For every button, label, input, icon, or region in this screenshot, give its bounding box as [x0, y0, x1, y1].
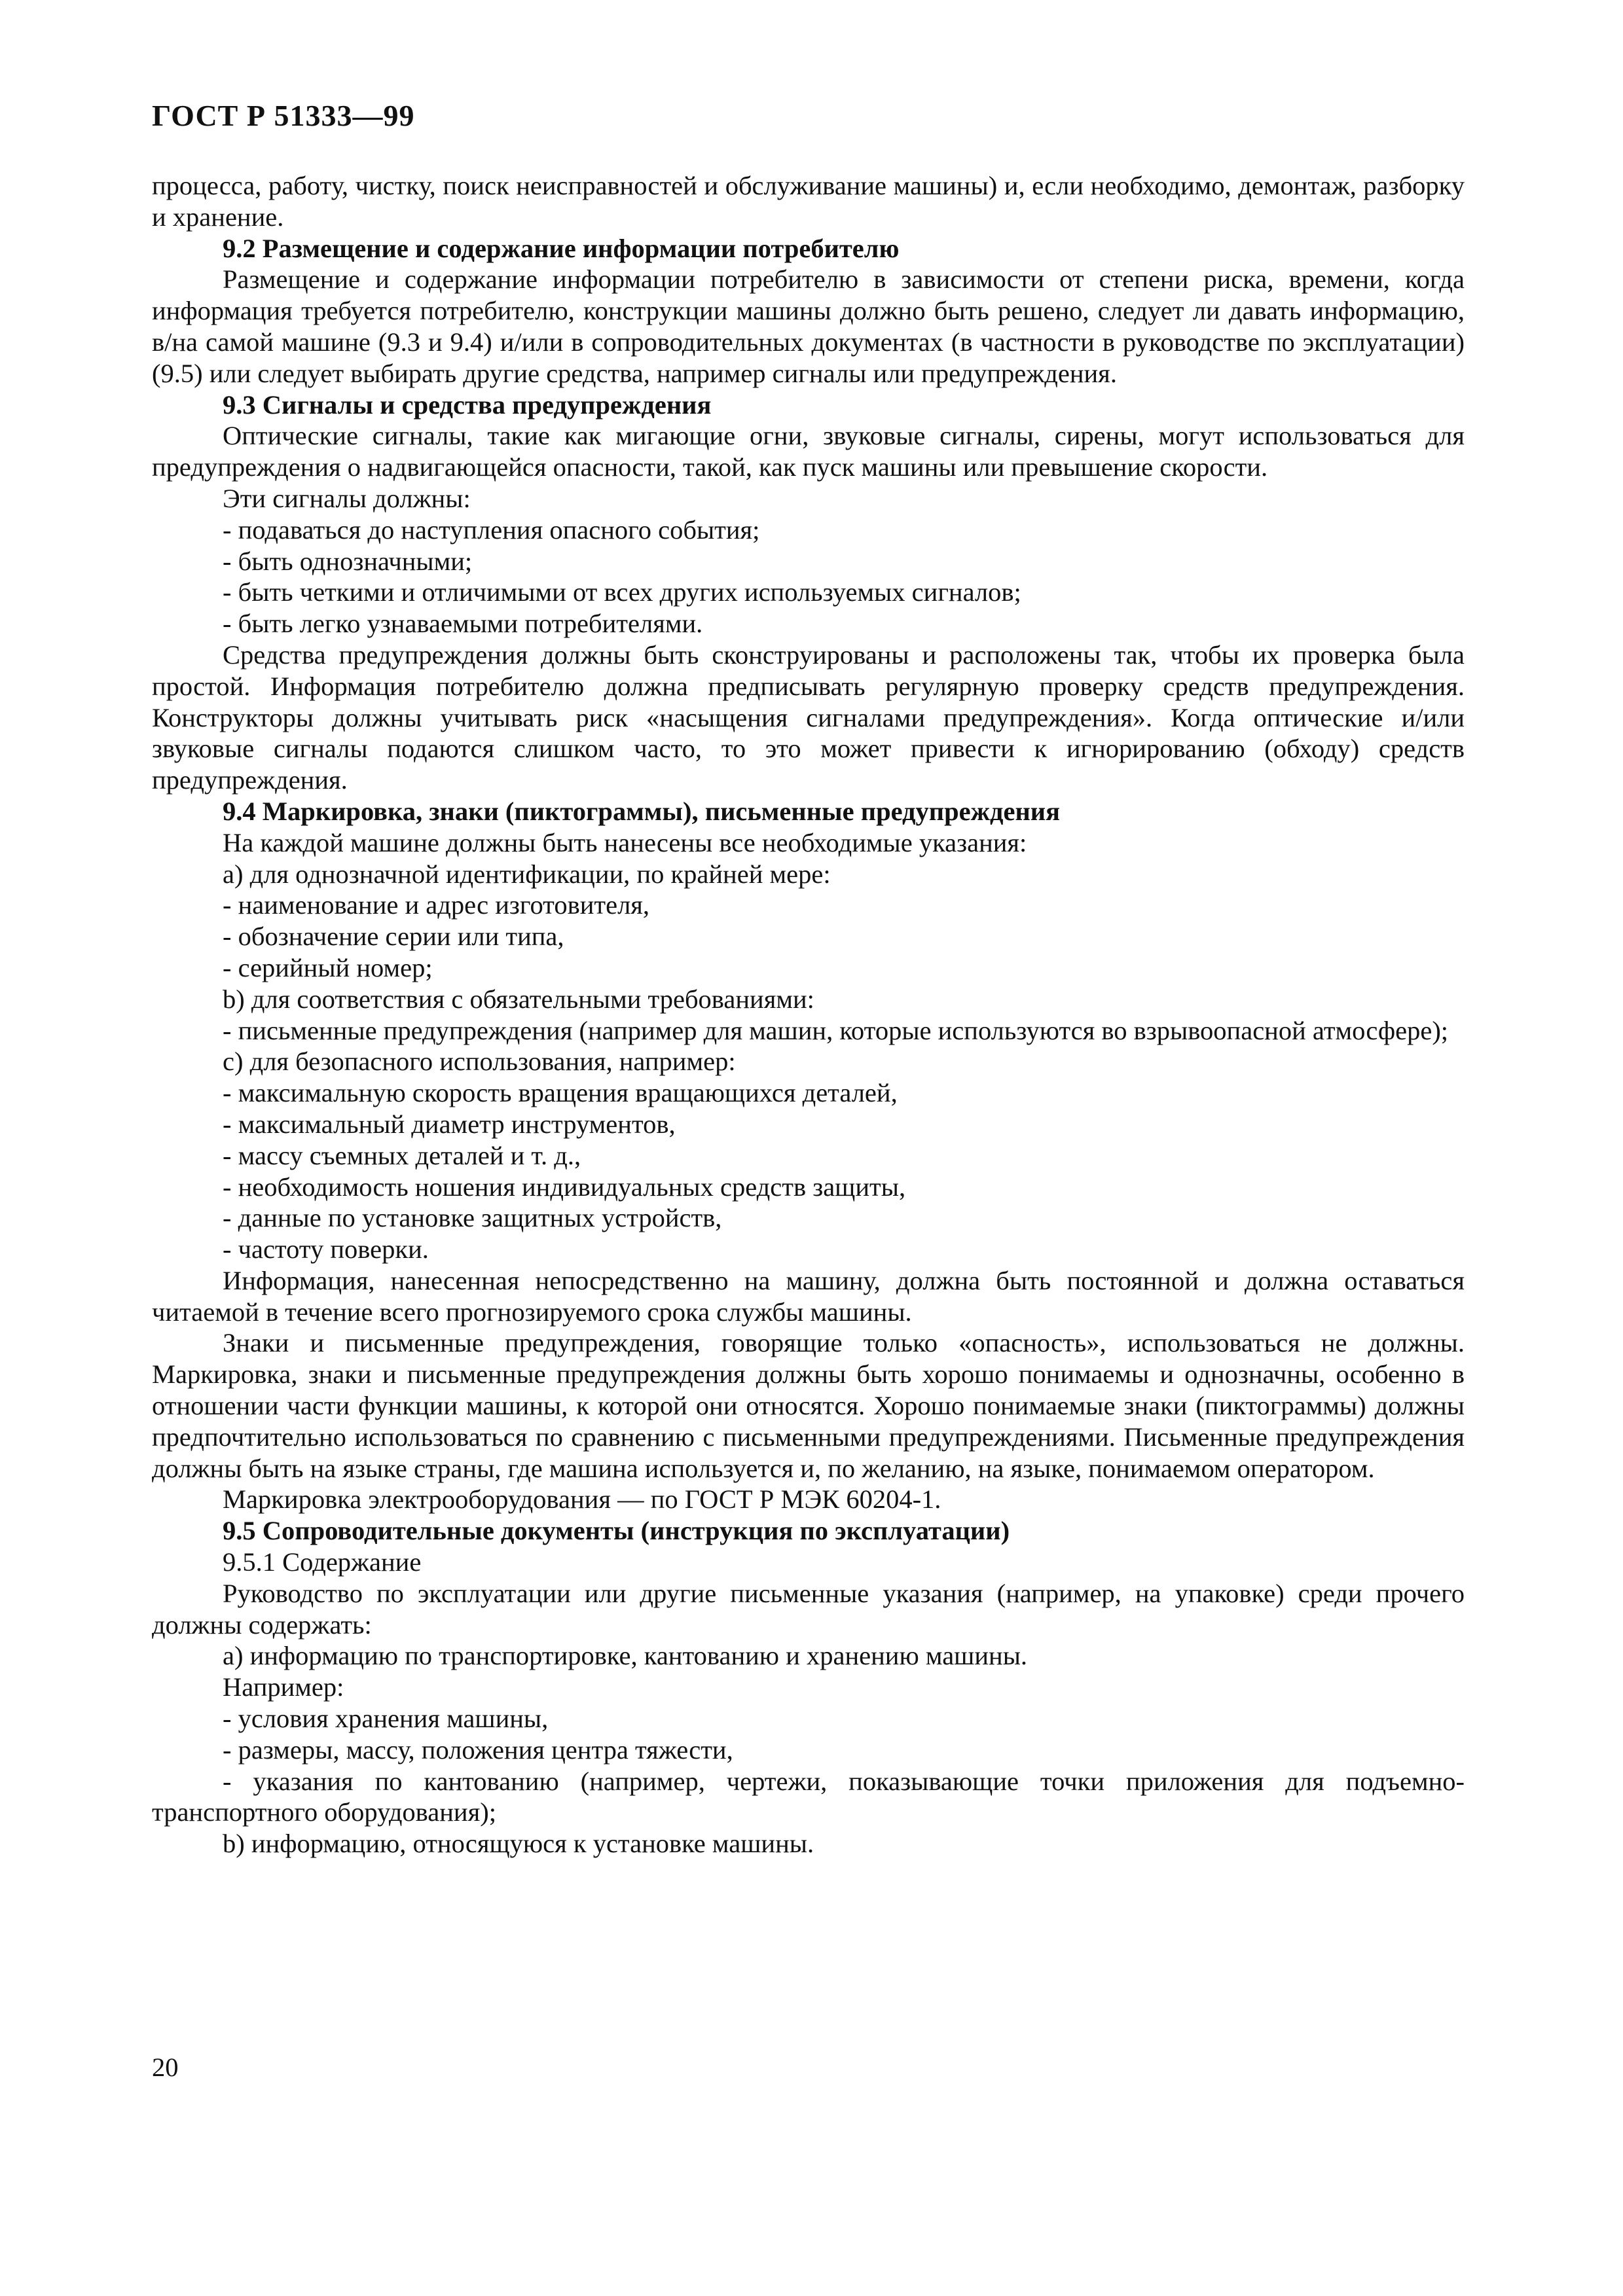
list-item: - условия хранения машины, [223, 1704, 549, 1734]
document-body [152, 170, 1465, 1859]
heading-9-3: 9.3 Сигналы и средства предупреждения [223, 389, 712, 420]
paragraph-9-2: Размещение и содержание информации потребителю в зависимости от степени риска, времени, когда информация требуется потребителю, конструкции машины должно быть решено, следует ли давать информацию, в/на самой машине (9.3 и 9.4) и/или в сопроводительных документах (в частности в руководстве по эксплуатации) (9.5) или следует выбирать другие средства, например сигналы или предупреждения. [152, 264, 1465, 388]
heading-9-5: 9.5 Сопроводительные документы (инструкция по эксплуатации) [223, 1516, 1010, 1546]
list-item: - максимальную скорость вращения вращающихся деталей, [223, 1078, 898, 1108]
paragraph-9-3-b: Эти сигналы должны: [223, 483, 471, 513]
list-item: - подаваться до наступления опасного события; [223, 514, 760, 545]
paragraph-9-4-b: Информация, нанесенная непосредственно на машину, должна быть постоянной и должна оставаться читаемой в течение всего прогнозируемого срока службы машины. [152, 1265, 1465, 1327]
list-item: - размеры, массу, положения центра тяжести, [223, 1734, 733, 1765]
list-item: b) для соответствия с обязательными требованиями: [223, 984, 814, 1014]
paragraph-9-4-a: На каждой машине должны быть нанесены все необходимые указания: [223, 827, 1027, 857]
list-item: - данные по установке защитных устройств, [223, 1203, 722, 1233]
list-item: a) для однозначной идентификации, по крайней мере: [223, 859, 831, 889]
paragraph-9-3-c: Средства предупреждения должны быть сконструированы и расположены так, чтобы их проверка была простой. Информация потребителю должна предписывать регулярную проверку средств предупреждения. Конструкторы должны учитывать риск «насыщения сигналами предупреждения». Когда оптические и/или звуковые сигналы подаются слишком часто, то это может привести к игнорированию (обходу) средств предупреждения. [152, 639, 1465, 795]
list-item: - серийный номер; [223, 952, 433, 982]
paragraph-9-3-a: Оптические сигналы, такие как мигающие огни, звуковые сигналы, сирены, могут использоваться для предупреждения о надвигающейся опасности, такой, как пуск машины или превышение скорости. [152, 421, 1465, 482]
paragraph-9-5-d: b) информацию, относящуюся к установке машины. [223, 1829, 814, 1859]
list-item: c) для безопасного использования, например: [223, 1047, 736, 1077]
paragraph-9-5-c: Например: [223, 1672, 344, 1702]
heading-9-4: 9.4 Маркировка, знаки (пиктограммы), письменные предупреждения [223, 796, 1061, 826]
paragraph-9-4-c: Знаки и письменные предупреждения, говорящие только «опасность», использоваться не должны. Маркировка, знаки и письменные предупреждения должны быть хорошо понимаемы и однозначны, особенно в отношении части функции машины, к которой они относятся. Хорошо понимаемые знаки (пиктограммы) должны предпочтительно использоваться по сравнению с письменными предупреждениями. Письменные предупреждения должны быть на языке страны, где машина используется и, по желанию, на языке, понимаемом оператором. [152, 1328, 1465, 1483]
page-number: 20 [152, 2053, 179, 2082]
list-item: - обозначение серии или типа, [223, 922, 564, 952]
list-item: - указания по кантованию (например, чертежи, показывающие точки приложения для подъемно-транспортного оборудования); [152, 1766, 1465, 1827]
paragraph-9-4-d: Маркировка электрооборудования — по ГОСТ Р МЭК 60204-1. [223, 1484, 941, 1515]
paragraph-9-5-b: a) информацию по транспортировке, кантованию и хранению машины. [223, 1641, 1028, 1671]
paragraph-intro: процесса, работу, чистку, поиск неисправностей и обслуживание машины) и, если необходимо, демонтаж, разборку и хранение. [152, 171, 1465, 232]
subheading-9-5-1: 9.5.1 Содержание [223, 1547, 422, 1577]
list-item: - необходимость ношения индивидуальных средств защиты, [223, 1172, 906, 1202]
paragraph-9-5-a: Руководство по эксплуатации или другие письменные указания (например, на упаковке) среди прочего должны содержать: [152, 1578, 1465, 1640]
list-item: - максимальный диаметр инструментов, [223, 1109, 676, 1139]
document-page [152, 98, 1465, 2245]
list-item: - наименование и адрес изготовителя, [223, 890, 650, 920]
list-item: - массу съемных деталей и т. д., [223, 1140, 581, 1170]
list-item: - письменные предупреждения (например для машин, которые используются во взрывоопасной атмосфере); [223, 1015, 1449, 1045]
list-item: - частоту поверки. [223, 1234, 429, 1265]
list-item: - быть легко узнаваемыми потребителями. [223, 609, 703, 639]
list-item: - быть четкими и отличимыми от всех других используемых сигналов; [223, 577, 1021, 607]
document-header: ГОСТ Р 51333—99 [152, 99, 415, 132]
heading-9-2: 9.2 Размещение и содержание информации потребителю [223, 233, 900, 263]
list-item: - быть однозначными; [223, 546, 473, 576]
